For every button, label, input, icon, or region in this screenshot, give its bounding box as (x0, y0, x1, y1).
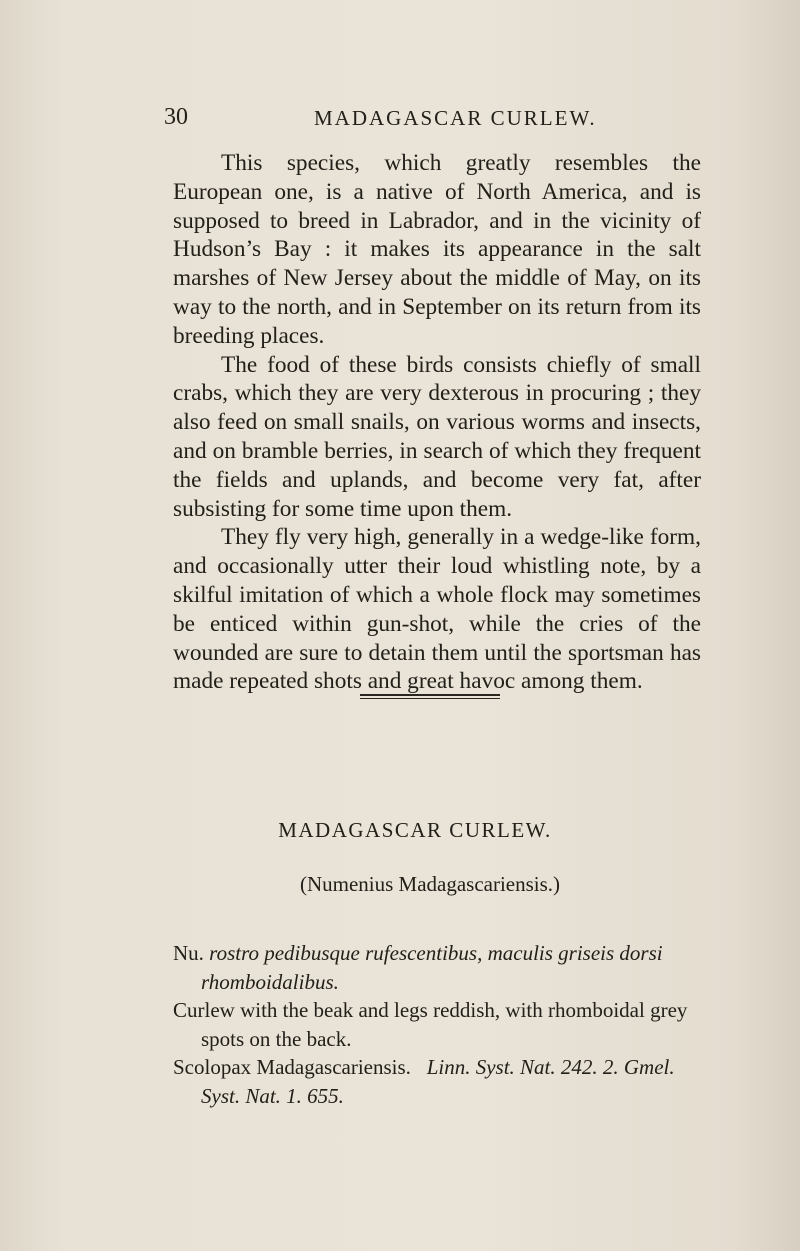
body-text (173, 149, 701, 696)
species-entries (173, 939, 701, 1110)
synonym-entry (173, 1053, 701, 1110)
latin-diagnosis-entry (173, 939, 701, 996)
latin-species-name: (Numenius Madagascariensis.) (299, 872, 561, 896)
synonym-name: Scolopax Madagascariensis. (173, 1055, 411, 1079)
page-number: 30 (164, 104, 188, 130)
latin-diagnosis: rostro pedibusque rufescentibus, maculis griseis dorsi rhomboidalibus. (201, 941, 663, 994)
english-description: Curlew with the beak and legs reddish, with rhomboidal grey spots on the back. (173, 998, 688, 1051)
paragraph-1: This species, which greatly resembles the European one, is a native of North America, and is supposed to breed in Labrador, and in the vicinity of Hudson’s Bay : it makes its appearance in the salt marshes of New Jersey about the middle of May, on its way to the north, and in September on its return from its breeding places. (173, 150, 701, 349)
section-title: MADAGASCAR CURLEW. (278, 818, 552, 842)
paragraph-3: They fly very high, generally in a wedge-like form, and occasionally utter their loud whistling note, by a skilful imitation of which a whole flock may sometimes be enticed within gun-shot, while the cries of the wounded are sure to detain them until the sportsman has made repeated shots and great havoc among them. (173, 524, 701, 695)
section-divider (360, 694, 500, 699)
running-head: MADAGASCAR CURLEW. (314, 106, 597, 130)
latin-diagnosis-lead: Nu. (173, 941, 204, 965)
page-header (164, 104, 724, 144)
paragraph-2: The food of these birds consists chiefly of small crabs, which they are very dexterous in procuring ; they also feed on small snails, on various worms and insects, and on bramble berries, in search of which they frequent the fields and uplands, and become very fat, after subsisting for some time upon them. (173, 351, 701, 522)
synonym-reference: Linn. Syst. Nat. 242. 2. Gmel. Syst. Nat. 1. 655. (201, 1055, 675, 1108)
